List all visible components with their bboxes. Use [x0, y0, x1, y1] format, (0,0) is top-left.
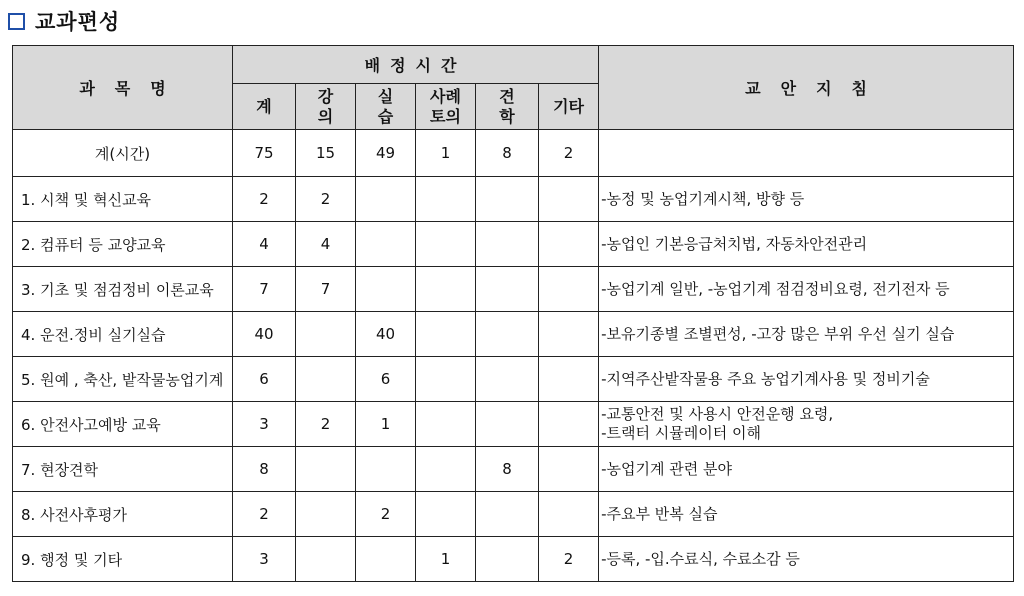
table-row [13, 312, 1014, 357]
hours-cell: 4 [296, 222, 356, 267]
header-text: 습 [377, 106, 394, 126]
hours-cell: 49 [356, 130, 416, 177]
hours-cell [416, 492, 476, 537]
hours-cell [539, 447, 599, 492]
hours-cell [539, 222, 599, 267]
hours-cell [296, 537, 356, 582]
hours-cell [356, 177, 416, 222]
hours-cell [476, 402, 539, 447]
table-row [13, 357, 1014, 402]
hours-cell: 1 [416, 130, 476, 177]
guide-cell [599, 130, 1014, 177]
hours-cell [416, 312, 476, 357]
hours-cell [539, 357, 599, 402]
header-field-trip [476, 84, 539, 130]
header-text: 견 [499, 86, 515, 106]
hours-cell [416, 177, 476, 222]
guide-text: -트랙터 시뮬레이터 이해 [601, 424, 761, 442]
guide-text: -교통안전 및 사용시 안전운행 요령, [601, 405, 834, 423]
header-text: 실 [377, 86, 394, 106]
curriculum-table [12, 45, 1014, 582]
header-text: 강 [317, 86, 334, 106]
section-title: 교과편성 [35, 10, 121, 34]
subject-name: 8. 사전사후평가 [13, 492, 233, 537]
hours-cell [539, 402, 599, 447]
hours-cell [476, 222, 539, 267]
header-row-top [13, 46, 1014, 84]
hours-cell: 7 [233, 267, 296, 312]
guide-cell [599, 537, 1014, 582]
hours-cell: 6 [233, 357, 296, 402]
header-total [233, 84, 296, 130]
header-text: 기타 [553, 96, 584, 116]
guide-text: -농업기계 관련 분야 [601, 459, 732, 478]
hours-cell: 2 [296, 177, 356, 222]
hours-cell: 7 [296, 267, 356, 312]
header-text: 의 [317, 106, 334, 126]
hours-cell: 8 [233, 447, 296, 492]
guide-cell [599, 492, 1014, 537]
hours-cell: 15 [296, 130, 356, 177]
header-text: 사례 [430, 86, 461, 106]
guide-text: -농업기계 일반, -농업기계 점검정비요령, 전기전자 등 [601, 279, 950, 298]
hours-cell: 2 [539, 537, 599, 582]
table-row [13, 222, 1014, 267]
hours-cell [416, 402, 476, 447]
header-practice [356, 84, 416, 130]
section-heading [8, 4, 120, 38]
hours-cell [539, 177, 599, 222]
subject-name: 1. 시책 및 혁신교육 [13, 177, 233, 222]
hours-cell: 3 [233, 537, 296, 582]
subject-name: 5. 원예 , 축산, 밭작물농업기계 [13, 357, 233, 402]
guide-text: -농업인 기본응급처치법, 자동차안전관리 [601, 234, 868, 253]
table-row [13, 447, 1014, 492]
hours-cell [539, 492, 599, 537]
hours-cell [416, 447, 476, 492]
hours-cell [296, 492, 356, 537]
hours-cell: 2 [356, 492, 416, 537]
header-subject: 과목명 [13, 46, 233, 130]
hours-cell: 8 [476, 130, 539, 177]
total-row [13, 130, 1014, 177]
guide-cell [599, 222, 1014, 267]
hours-cell: 1 [416, 537, 476, 582]
hours-cell [476, 177, 539, 222]
checkbox-icon [8, 13, 25, 30]
subject-name: 4. 운전.정비 실기실습 [13, 312, 233, 357]
table-row [13, 492, 1014, 537]
hours-cell [476, 537, 539, 582]
hours-cell [476, 492, 539, 537]
hours-cell: 1 [356, 402, 416, 447]
guide-text: -주요부 반복 실습 [601, 504, 718, 523]
hours-cell [416, 267, 476, 312]
table-row [13, 402, 1014, 447]
hours-cell: 2 [539, 130, 599, 177]
hours-cell [476, 312, 539, 357]
hours-cell [416, 357, 476, 402]
subject-name: 계(시간) [13, 130, 233, 177]
guide-cell [599, 402, 1014, 447]
table-row [13, 177, 1014, 222]
hours-cell: 8 [476, 447, 539, 492]
header-case-discussion [416, 84, 476, 130]
guide-text: -지역주산밭작물용 주요 농업기계사용 및 정비기술 [601, 369, 930, 388]
subject-name: 2. 컴퓨터 등 교양교육 [13, 222, 233, 267]
guide-cell [599, 267, 1014, 312]
header-lecture [296, 84, 356, 130]
hours-cell: 6 [356, 357, 416, 402]
hours-cell: 2 [233, 492, 296, 537]
header-guide: 교안지침 [599, 46, 1014, 130]
header-allocation: 배정시간 [233, 46, 599, 84]
header-text: 계 [256, 96, 272, 116]
hours-cell: 40 [233, 312, 296, 357]
header-other [539, 84, 599, 130]
hours-cell [296, 447, 356, 492]
guide-cell [599, 312, 1014, 357]
guide-text: -등록, -입.수료식, 수료소감 등 [601, 549, 800, 568]
hours-cell: 40 [356, 312, 416, 357]
hours-cell: 75 [233, 130, 296, 177]
hours-cell [356, 447, 416, 492]
hours-cell [296, 312, 356, 357]
hours-cell [476, 267, 539, 312]
hours-cell: 2 [296, 402, 356, 447]
guide-text: -보유기종별 조별편성, -고장 많은 부위 우선 실기 실습 [601, 324, 955, 343]
header-text: 학 [499, 106, 515, 126]
guide-cell [599, 177, 1014, 222]
guide-cell [599, 357, 1014, 402]
table-body [13, 130, 1014, 582]
subject-name: 3. 기초 및 점검정비 이론교육 [13, 267, 233, 312]
hours-cell [539, 267, 599, 312]
subject-name: 9. 행정 및 기타 [13, 537, 233, 582]
hours-cell: 3 [233, 402, 296, 447]
guide-cell [599, 447, 1014, 492]
hours-cell [476, 357, 539, 402]
hours-cell [356, 537, 416, 582]
hours-cell [356, 267, 416, 312]
table-row [13, 267, 1014, 312]
hours-cell: 4 [233, 222, 296, 267]
guide-text: -농정 및 농업기계시책, 방향 등 [601, 189, 805, 208]
table-row [13, 537, 1014, 582]
subject-name: 7. 현장견학 [13, 447, 233, 492]
header-text: 토의 [430, 106, 461, 126]
hours-cell: 2 [233, 177, 296, 222]
hours-cell [296, 357, 356, 402]
hours-cell [416, 222, 476, 267]
subject-name: 6. 안전사고예방 교육 [13, 402, 233, 447]
hours-cell [539, 312, 599, 357]
hours-cell [356, 222, 416, 267]
